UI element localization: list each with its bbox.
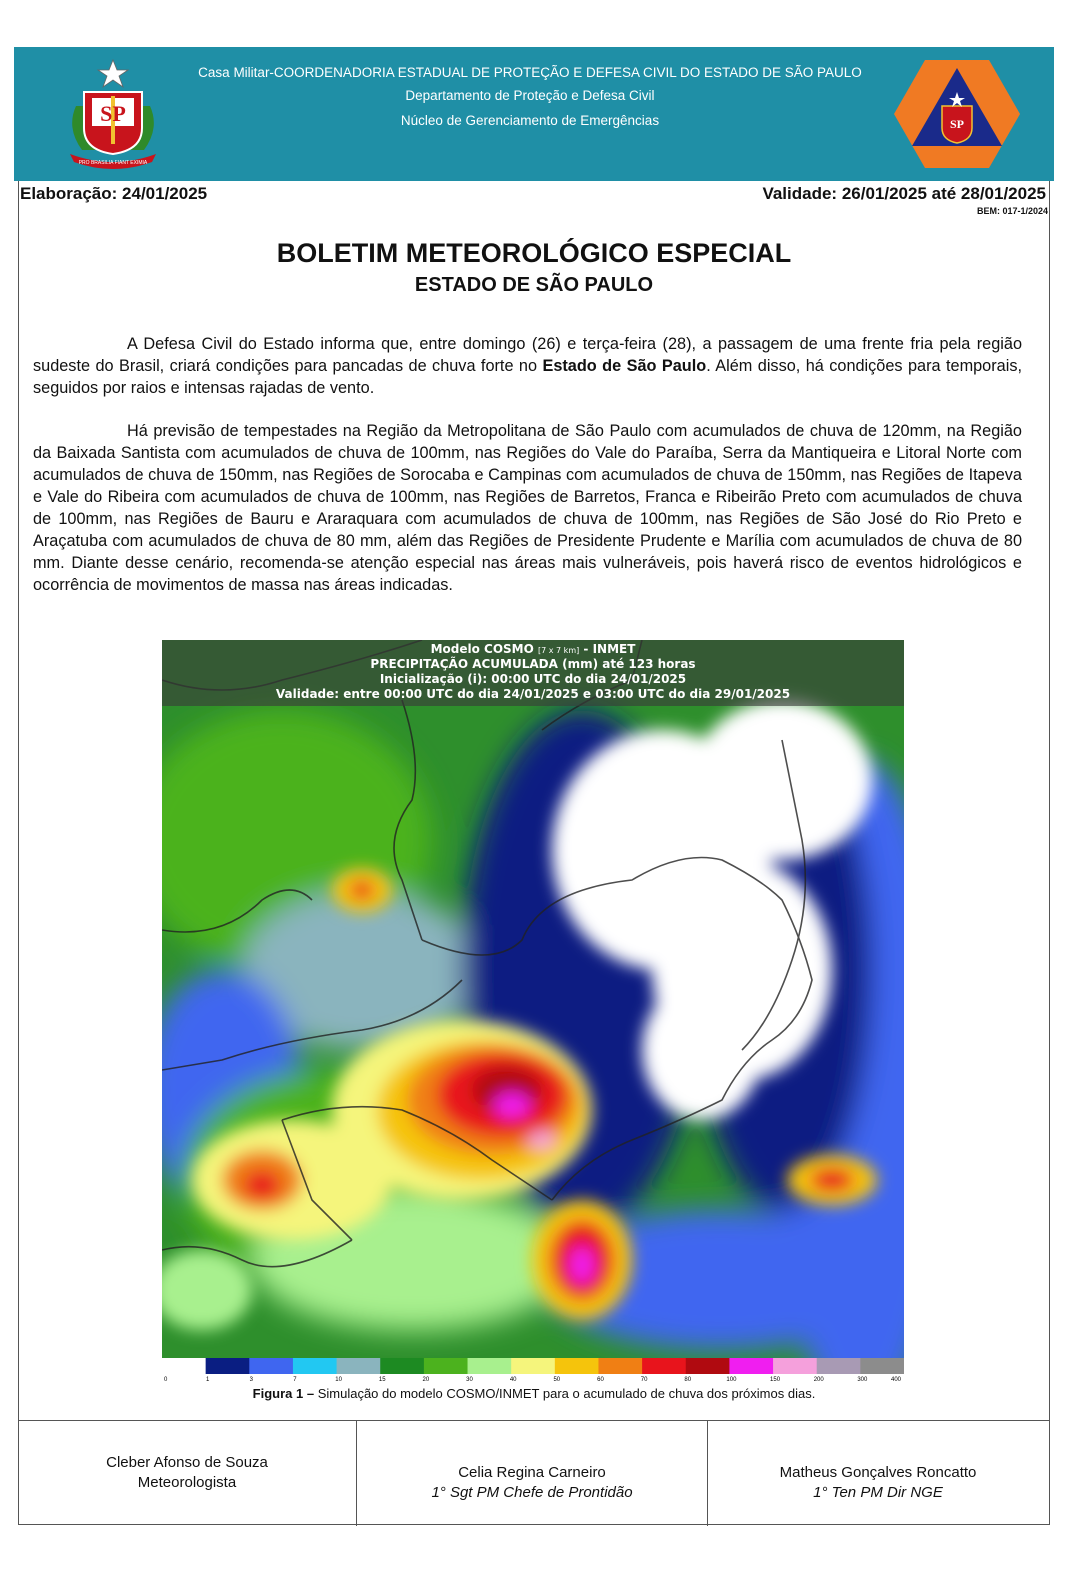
signature-role: 1° Ten PM Dir NGE (813, 1484, 943, 1501)
signature-block (18, 1420, 1050, 1526)
legend-swatch (773, 1358, 817, 1374)
legend-swatch (162, 1358, 206, 1374)
legend-tick-label: 200 (813, 1377, 824, 1382)
legend-swatch (249, 1358, 293, 1374)
bulletin-title: BOLETIM METEOROLÓGICO ESPECIAL (276, 238, 792, 268)
signature-lieutenant (707, 1421, 1048, 1526)
header-department: Departamento de Proteção e Defesa Civil (405, 88, 655, 103)
paragraph-intro-part2: . Além disso, há condições para temporais, seguidos por raios e intensas rajadas de vento. (33, 357, 1022, 397)
legend-tick-label: 15 (378, 1377, 386, 1382)
figure-caption (0, 1386, 1068, 1401)
legend-tick-label: 400 (890, 1377, 902, 1382)
signature-name: Cleber Afonso de Souza (106, 1454, 268, 1471)
paragraph-intro-part1: A Defesa Civil do Estado informa que, entre domingo (26) e terça-feira (28), a passagem de uma frente fria pela região sudeste do Brasil, criará condições para pancadas de chuva forte no (33, 335, 1022, 375)
seal-initials: SP (100, 101, 126, 126)
signature-name: Celia Regina Carneiro (458, 1464, 606, 1481)
map-title-validity: Validade: entre 00:00 UTC do dia 24/01/2025 e 03:00 UTC do dia 29/01/2025 (275, 687, 791, 701)
legend-tick-label: 7 (293, 1377, 297, 1382)
paragraph-intro-bold: Estado de São Paulo (542, 357, 707, 375)
legend-tick-label: 80 (684, 1377, 692, 1382)
legend-swatch (380, 1358, 424, 1374)
legend-swatch (555, 1358, 599, 1374)
map-title-model: Modelo COSMO (430, 642, 534, 656)
legend-tick-label: 60 (597, 1377, 604, 1382)
legend-tick-label: 10 (335, 1377, 342, 1382)
signature-role: 1° Sgt PM Chefe de Prontidão (431, 1484, 633, 1501)
map-title-init: Inicialização (i): 00:00 UTC do dia 24/01/2025 (379, 672, 687, 686)
legend-swatch (860, 1358, 904, 1374)
legend-tick-label: 1 (205, 1377, 210, 1382)
legend-tick-label: 70 (640, 1377, 648, 1382)
legend-tick-label: 300 (857, 1377, 868, 1382)
paragraph-intro (33, 333, 1022, 399)
signature-role: Meteorologista (137, 1474, 237, 1491)
svg-text:Modelo COSMO [7 x 7 km] (431, 642, 637, 656)
legend-tick-label: 100 (726, 1377, 737, 1382)
legend-swatch (337, 1358, 381, 1374)
paragraph-forecast: Há previsão de tempestades na Região da Metropolitana de São Paulo com acumulados de chuva de 120mm, na Região da Baixada Santista com acumulados de chuva de 100mm, nas Regiões do Vale do Paraíba, Serra da Mantiqueira e Litoral Norte com acumulados de chuva de 150mm, nas Regiões de Sorocaba e Campinas com acumulados de chuva de 150mm, nas Regiões de Itapeva e Vale do Ribeira com acumulados de chuva de 100mm, nas Regiões de Barretos, Franca e Ribeirão Preto com acumulados de chuva de 100mm, nas Regiões de Bauru e Araraquara com acumulados de chuva de 100mm, nas Regiões de São José do Rio Preto e Araçatuba com acumulados de chuva de 80 mm, além das Regiões de Presidente Prudente e Marília com acumulados de chuva de 80 mm. Diante desse cenário, recomenda-se atenção especial nas áreas mais vulneráveis, pois haverá risco de eventos hidrológicos e ocorrência de movimentos de massa nas áreas indicadas. (33, 422, 1022, 594)
seal-motto: PRO BRASILIA FIANT EXIMIA (78, 160, 148, 166)
legend-swatch (686, 1358, 730, 1374)
legend-tick-label: 3 (249, 1377, 253, 1382)
legend-tick-label: 20 (422, 1377, 430, 1382)
header-unit: Núcleo de Gerenciamento de Emergências (400, 113, 660, 128)
legend-swatch (598, 1358, 642, 1374)
legend-swatch (817, 1358, 861, 1374)
legend-swatch (293, 1358, 337, 1374)
legend-tick-label: 0 (164, 1377, 168, 1382)
signature-name: Matheus Gonçalves Roncatto (779, 1464, 977, 1481)
sp-state-seal (62, 58, 164, 170)
header-agency: Casa Militar-COORDENADORIA ESTADUAL DE PROTEÇÃO E DEFESA CIVIL DO ESTADO DE SÃO PAULO (198, 65, 862, 80)
bulletin-subtitle: ESTADO DE SÃO PAULO (414, 274, 654, 296)
precipitation-map (162, 640, 904, 1358)
legend-tick-label: 40 (509, 1377, 517, 1382)
bulletin-number: BEM: 017-1/2024 (976, 206, 1048, 216)
defesa-civil-logo (892, 58, 1022, 170)
map-title-variable: PRECIPITAÇÃO ACUMULADA (mm) até 123 horas (370, 657, 696, 671)
legend-swatch (642, 1358, 686, 1374)
elaboration-date: Elaboração: 24/01/2025 (20, 184, 208, 203)
caption-label: Figura 1 – (252, 1386, 315, 1401)
precipitation-legend (162, 1358, 904, 1382)
legend-swatch (468, 1358, 512, 1374)
legend-tick-label: 50 (553, 1377, 561, 1382)
signature-sergeant (356, 1421, 707, 1526)
signature-meteorologist (18, 1421, 356, 1526)
map-title-source: - INMET (583, 642, 636, 656)
legend-swatch (206, 1358, 250, 1374)
legend-tick-label: 150 (770, 1377, 781, 1382)
caption-text: Simulação do modelo COSMO/INMET para o acumulado de chuva dos próximos dias. (314, 1386, 816, 1401)
legend-tick-label: 30 (466, 1377, 473, 1382)
map-title-res: [7 x 7 km] (538, 646, 580, 655)
legend-swatch (729, 1358, 773, 1374)
legend-swatch (511, 1358, 555, 1374)
validity-period: Validade: 26/01/2025 até 28/01/2025 (762, 184, 1046, 203)
legend-swatch (424, 1358, 468, 1374)
logo-initials: SP (949, 117, 965, 131)
